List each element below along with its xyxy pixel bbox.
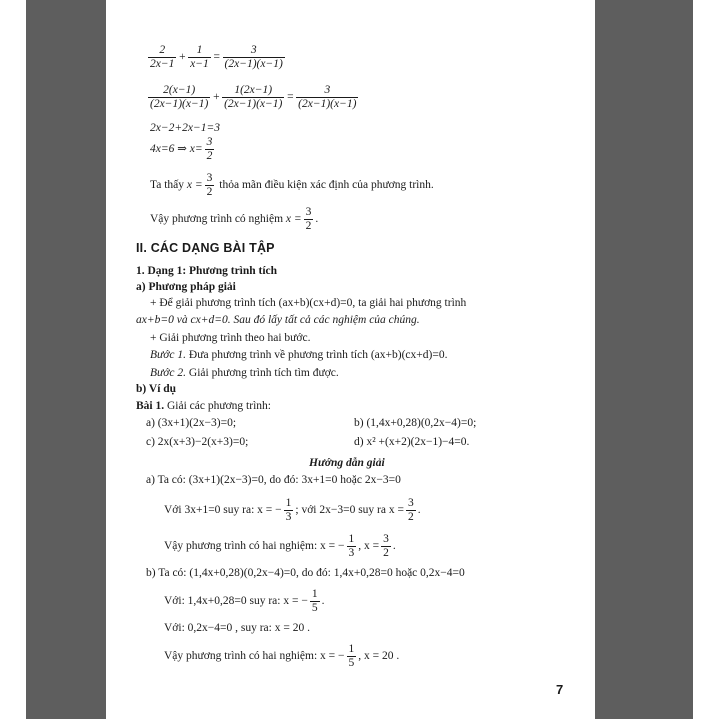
example-heading: b) Ví dụ [136, 383, 177, 395]
left-margin-bar [26, 0, 106, 719]
equation-1: $\frac{2}{2x-1}$ + $\frac{1}{x-1}$ = $\frac{3}{(2x-1)(x-1)}$ [150, 44, 283, 70]
equation-4: 4x=6 ⇒ x= $\frac{3}{2}$ [150, 136, 213, 162]
document-page [106, 0, 595, 719]
equation-3: 2x−2+2x−1=3 [150, 122, 220, 134]
exercise-1: Bài 1. Giải các phương trình: [136, 400, 271, 412]
exercise-c: c) 2x(x+3)−2(x+3)=0; [146, 436, 249, 448]
dang1-heading: 1. Dạng 1: Phương trình tích [136, 265, 278, 277]
method-line-2: ax+b=0 và cx+d=0. Sau đó lấy tất cả các nghiệm của chúng. [136, 314, 420, 326]
exercise-b: b) (1,4x+0,28)(0,2x−4)=0; [354, 417, 477, 429]
section-heading: II. CÁC DẠNG BÀI TẬP [136, 241, 275, 255]
solution-b-line-3: Với: 0,2x−4=0 , suy ra: x = 20 . [164, 622, 310, 634]
solution-a-line-3: Vậy phương trình có hai nghiệm: x = − $\frac{1}{3}$ , x = $\frac{3}{2}$ . [164, 533, 396, 559]
equation-2: $\frac{2(x-1)}{(2x-1)(x-1)}$ + $\frac{1(2x-1)}{(2x-1)(x-1)}$ = $\frac{3}{(2x-1)(x-1)}$ [150, 84, 357, 110]
exercise-a: a) (3x+1)(2x−3)=0; [146, 417, 237, 429]
guide-heading: Hướng dẫn giải [309, 457, 385, 469]
solution-b-line-2: Với: 1,4x+0,28=0 suy ra: x = − $\frac{1}{5}$ . [164, 588, 325, 614]
method-line-3: + Giải phương trình theo hai bước. [150, 332, 311, 344]
step-1: Bước 1. Đưa phương trình về phương trình tích (ax+b)(cx+d)=0. [150, 349, 448, 361]
page-number: 7 [556, 682, 564, 697]
solution-b-line-1: b) Ta có: (1,4x+0,28)(0,2x−4)=0, do đó: 1,4x+0,28=0 hoặc 0,2x−4=0 [146, 567, 465, 579]
method-heading: a) Phương pháp giải [136, 281, 236, 293]
conclusion-line: Vậy phương trình có nghiệm x = $\frac{3}{2}$ . [150, 206, 319, 232]
solution-a-line-2: Với 3x+1=0 suy ra: x = − $\frac{1}{3}$ ; với 2x−3=0 suy ra x = $\frac{3}{2}$ . [164, 497, 421, 523]
solution-b-line-4: Vậy phương trình có hai nghiệm: x = − $\frac{1}{5}$ , x = 20 . [164, 643, 400, 669]
note-condition: Ta thấy x = $\frac{3}{2}$ thỏa mãn điều kiện xác định của phương trình. [150, 172, 434, 198]
right-margin-bar [595, 0, 693, 719]
solution-a-line-1: a) Ta có: (3x+1)(2x−3)=0, do đó: 3x+1=0 hoặc 2x−3=0 [146, 474, 401, 486]
step-2: Bước 2. Giải phương trình tích tìm được. [150, 367, 339, 379]
exercise-d: d) x² +(x+2)(2x−1)−4=0. [354, 436, 470, 448]
method-line-1: + Để giải phương trình tích (ax+b)(cx+d)=0, ta giải hai phương trình [150, 297, 467, 309]
